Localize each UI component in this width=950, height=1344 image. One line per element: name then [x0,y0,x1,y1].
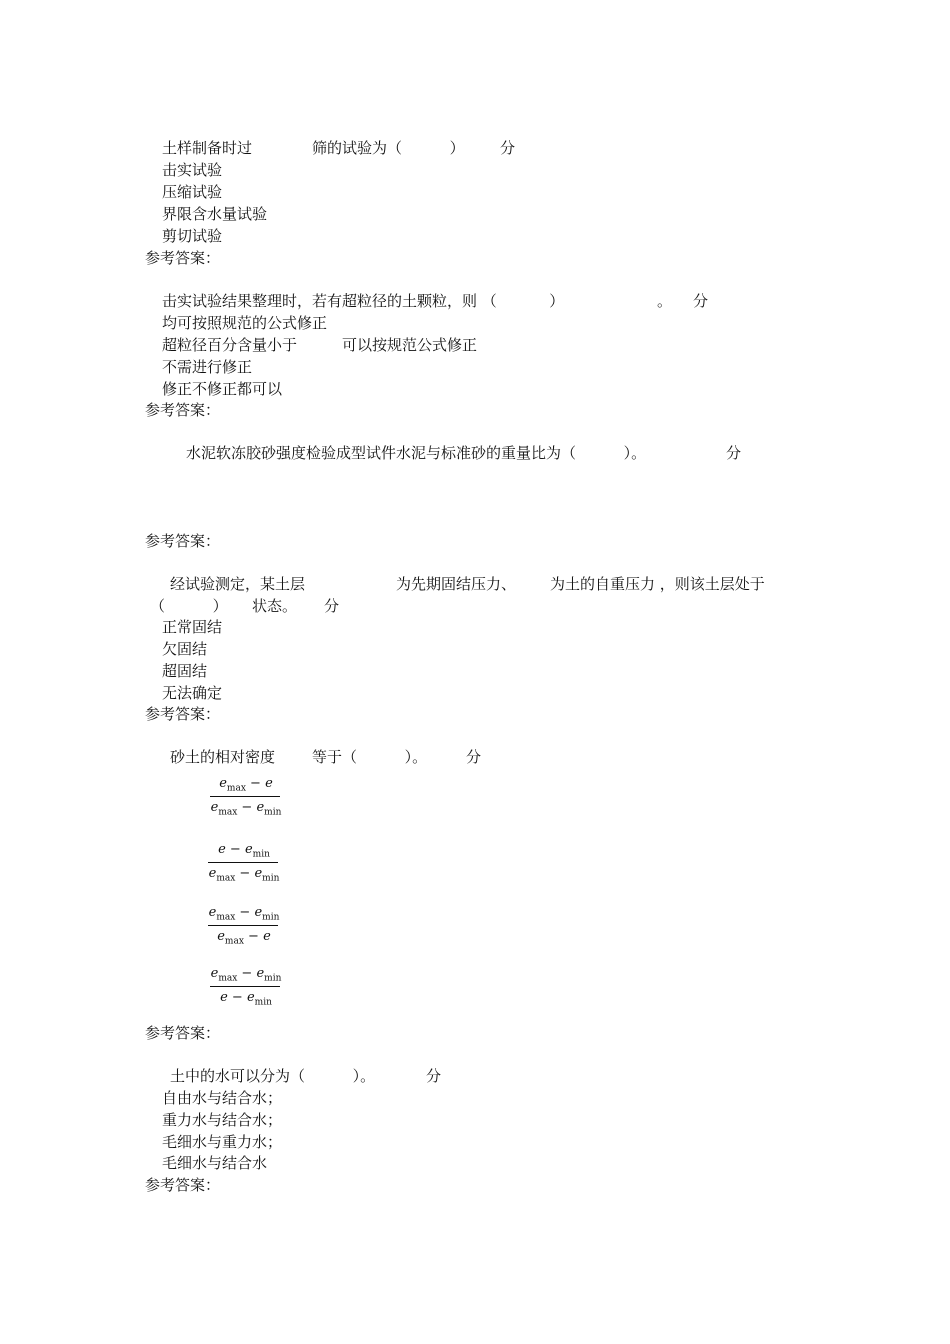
formula-numerator: $e_{max} - e_{min}$ [208,905,280,923]
option-continued: 可以按规范公式修正 [342,336,478,354]
formula-numerator: $e - e_{min}$ [218,842,270,860]
fraction-bar [208,925,278,926]
option[interactable]: 均可按照规范的公式修正 [162,314,328,332]
formula-denominator: $e_{max} - e_{min}$ [210,800,282,818]
question-stem-continued: 状态。 [252,597,298,615]
formula-denominator: $e_{max} - e_{min}$ [208,866,280,884]
question-stem-continued: 。 [657,292,673,310]
question-stem-continued: （ ） [150,597,228,615]
formula-numerator: $e_{max} - e$ [219,776,273,794]
option[interactable]: 超粒径百分含量小于 [162,336,298,354]
option[interactable]: 压缩试验 [162,183,223,201]
question-stem: 水泥软冻胶砂强度检验成型试件水泥与标准砂的重量比为（ ）。 [186,444,647,462]
option[interactable]: 重力水与结合水； [162,1111,283,1129]
fraction-bar [210,796,280,797]
score-label: 分 [426,1067,442,1085]
question-stem-continued: 筛的试验为（ ） [312,139,465,157]
question-stem: 土中的水可以分为（ ）。 [170,1067,376,1085]
reference-answer-label: 参考答案： [145,705,221,723]
fraction-bar [210,986,280,987]
reference-answer-label: 参考答案： [145,1024,221,1042]
option[interactable]: 修正不修正都可以 [162,380,283,398]
question-stem-continued: 为先期固结压力、 [396,575,517,593]
option[interactable]: 欠固结 [162,640,208,658]
option[interactable]: 毛细水与重力水； [162,1133,283,1151]
formula-numerator: $e_{max} - e_{min}$ [210,966,282,984]
option[interactable]: 无法确定 [162,684,223,702]
reference-answer-label: 参考答案： [145,1176,221,1194]
question-stem: 砂土的相对密度 [170,748,276,766]
reference-answer-label: 参考答案： [145,532,221,550]
option[interactable]: 毛细水与结合水 [162,1154,268,1172]
formula-denominator: $e_{max} - e$ [217,929,271,947]
question-stem: 土样制备时过 [162,139,253,157]
score-label: 分 [726,444,742,462]
reference-answer-label: 参考答案： [145,401,221,419]
option[interactable]: 不需进行修正 [162,358,253,376]
option[interactable]: 超固结 [162,662,208,680]
option[interactable]: 正常固结 [162,618,223,636]
question-stem: 经试验测定，某土层 [170,575,306,593]
score-label: 分 [324,597,340,615]
option[interactable]: 界限含水量试验 [162,205,268,223]
fraction-bar [208,862,278,863]
question-stem-continued: 等于（ ）。 [312,748,428,766]
option[interactable]: 自由水与结合水； [162,1089,283,1107]
score-label: 分 [693,292,709,310]
question-stem: 击实试验结果整理时，若有超粒径的土颗粒，则 （ ） [162,292,565,310]
option[interactable]: 击实试验 [162,161,223,179]
score-label: 分 [500,139,516,157]
option[interactable]: 剪切试验 [162,227,223,245]
reference-answer-label: 参考答案： [145,249,221,267]
formula-denominator: $e - e_{min}$ [220,990,272,1008]
score-label: 分 [466,748,482,766]
question-stem-continued: 为土的自重压力 ，则该土层处于 [550,575,765,593]
